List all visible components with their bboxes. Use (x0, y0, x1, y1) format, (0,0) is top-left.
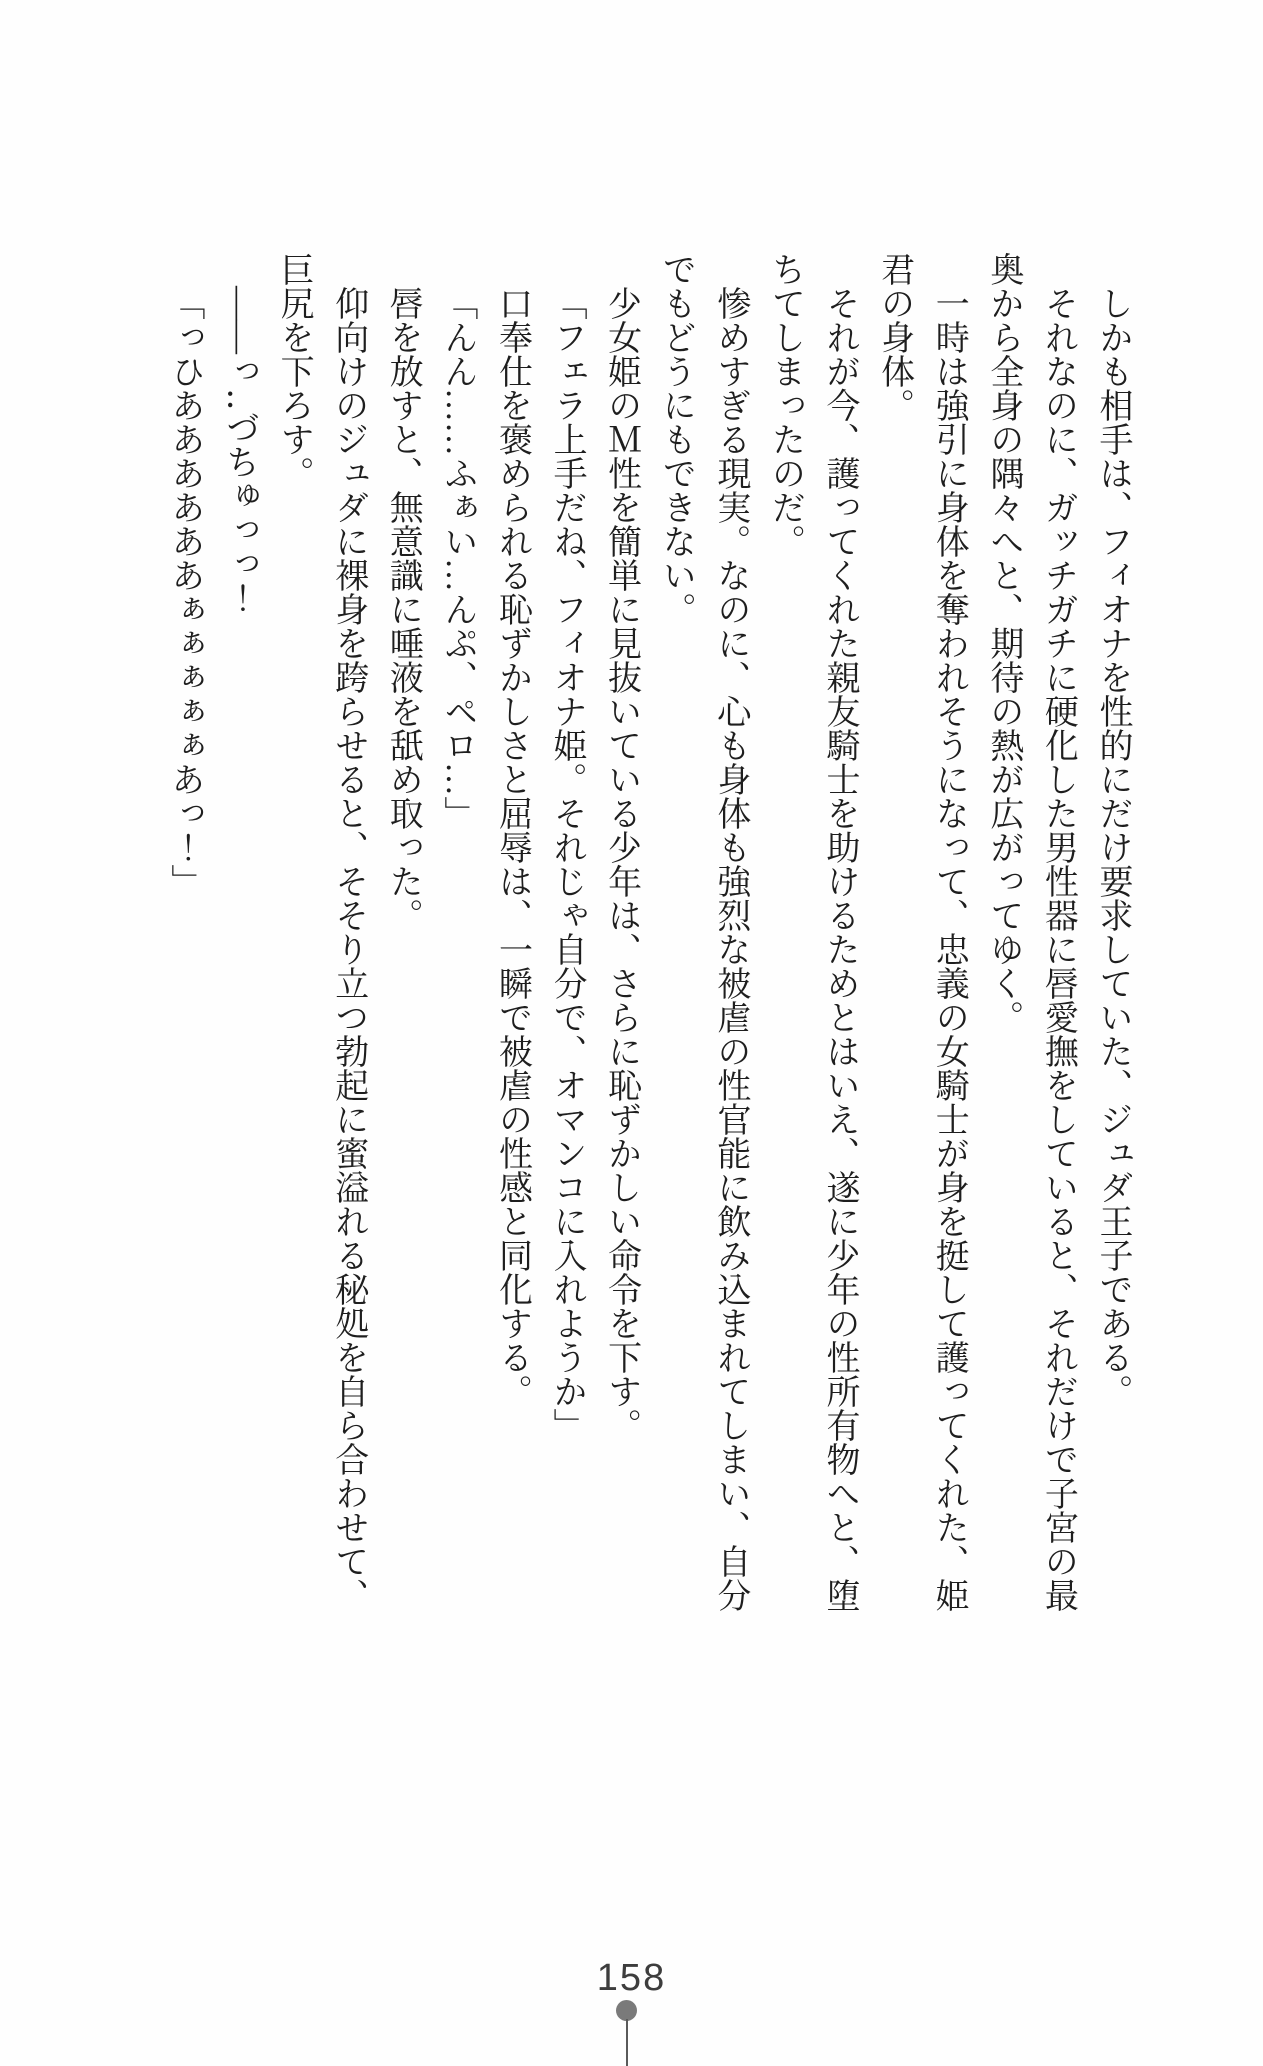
text-line: 少女姫のＭ性を簡単に見抜いている少年は、さらに恥ずかしい命令を下す。 (602, 286, 640, 1442)
text-line: それが今、護ってくれた親友騎士を助けるためとはいえ、遂に少年の性所有物へと、堕 (821, 286, 859, 1612)
text-line: 「フェラ上手だね、フィオナ姫。それじゃ自分で、オマンコに入れようか」 (548, 286, 586, 1442)
text-line: 惨めすぎる現実。なのに、心も身体も強烈な被虐の性官能に飲み込まれてしまい、自分 (711, 286, 749, 1612)
text-line: ――っ‥づちゅっっ！ (220, 286, 258, 615)
text-line: 「んん……ふぁい…んぷ、ペロ…」 (438, 286, 476, 830)
text-line: ちてしまったのだ。 (766, 252, 804, 558)
text-line: 巨尻を下ろす。 (275, 252, 313, 490)
text-line: 君の身体。 (875, 252, 913, 422)
page-marker-line (626, 2019, 628, 2066)
text-line: しかも相手は、フィオナを性的にだけ要求していた、ジュダ王子である。 (1094, 286, 1131, 1408)
text-line: 唇を放すと、無意識に唾液を舐め取った。 (384, 286, 422, 932)
vertical-text-block (156, 252, 1139, 1682)
text-line: 口奉仕を褒められる恥ずかしさと屈辱は、一瞬で被虐の性感と同化する。 (493, 286, 531, 1408)
text-line: 一時は強引に身体を奪われそうになって、忠義の女騎士が身を挺して護ってくれた、姫 (930, 286, 968, 1612)
text-line: でもどうにもできない。 (657, 252, 695, 626)
text-line: 奥から全身の隅々へと、期待の熱が広がってゆく。 (984, 252, 1022, 1034)
text-line: 仰向けのジュダに裸身を跨らせると、そそり立つ勃起に蜜溢れる秘処を自ら合わせて、 (329, 286, 367, 1612)
page-marker-dot-icon (616, 2000, 637, 2021)
text-line: それなのに、ガッチガチに硬化した男性器に唇愛撫をしていると、それだけで子宮の最 (1039, 286, 1077, 1612)
text-line: 「っひああああああぁぁぁぁぁあっ！」 (165, 286, 203, 898)
page-number: 158 (596, 1957, 667, 1999)
